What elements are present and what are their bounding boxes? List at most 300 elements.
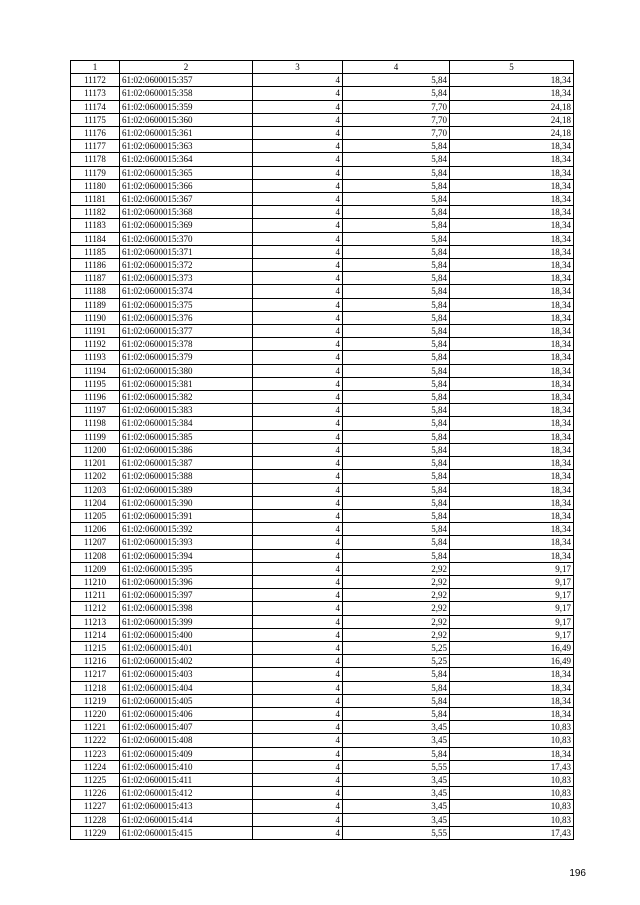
cell-col-3: 4: [253, 206, 343, 219]
cell-col-1: 11200: [71, 443, 120, 456]
cell-col-1: 11220: [71, 707, 120, 720]
cell-col-3: 4: [253, 127, 343, 140]
table-row: [71, 179, 574, 192]
cell-col-4: 2,92: [343, 615, 450, 628]
cell-col-4: 5,84: [343, 259, 450, 272]
cell-col-2: 61:02:0600015:409: [120, 747, 253, 760]
cell-col-4: 3,45: [343, 800, 450, 813]
cell-col-1: 11229: [71, 826, 120, 839]
cell-col-2: 61:02:0600015:406: [120, 707, 253, 720]
cell-col-2: 61:02:0600015:357: [120, 74, 253, 87]
cell-col-5: 18,34: [450, 549, 574, 562]
cell-col-1: 11219: [71, 694, 120, 707]
cell-col-4: 5,25: [343, 655, 450, 668]
cell-col-4: 7,70: [343, 100, 450, 113]
table-row: [71, 272, 574, 285]
cell-col-2: 61:02:0600015:369: [120, 219, 253, 232]
cell-col-1: 11227: [71, 800, 120, 813]
cell-col-5: 18,34: [450, 707, 574, 720]
cell-col-2: 61:02:0600015:375: [120, 298, 253, 311]
table-row: [71, 311, 574, 324]
cell-col-1: 11183: [71, 219, 120, 232]
cell-col-2: 61:02:0600015:384: [120, 417, 253, 430]
cell-col-5: 18,34: [450, 496, 574, 509]
cell-col-4: 5,84: [343, 457, 450, 470]
cell-col-4: 5,84: [343, 153, 450, 166]
cell-col-2: 61:02:0600015:412: [120, 787, 253, 800]
cell-col-4: 2,92: [343, 628, 450, 641]
cell-col-2: 61:02:0600015:414: [120, 813, 253, 826]
table-row: [71, 417, 574, 430]
cell-col-4: 5,84: [343, 483, 450, 496]
table-row: [71, 615, 574, 628]
cell-col-2: 61:02:0600015:402: [120, 655, 253, 668]
table-row: [71, 509, 574, 522]
cell-col-1: 11194: [71, 364, 120, 377]
cell-col-2: 61:02:0600015:408: [120, 734, 253, 747]
cell-col-3: 4: [253, 707, 343, 720]
cell-col-5: 18,34: [450, 430, 574, 443]
cell-col-4: 5,84: [343, 87, 450, 100]
cell-col-5: 18,34: [450, 457, 574, 470]
cell-col-5: 18,34: [450, 285, 574, 298]
cell-col-1: 11202: [71, 470, 120, 483]
cell-col-2: 61:02:0600015:413: [120, 800, 253, 813]
cell-col-5: 18,34: [450, 298, 574, 311]
cell-col-1: 11205: [71, 509, 120, 522]
cell-col-1: 11201: [71, 457, 120, 470]
cell-col-2: 61:02:0600015:373: [120, 272, 253, 285]
cell-col-2: 61:02:0600015:389: [120, 483, 253, 496]
column-header-1: 1: [71, 61, 120, 74]
header-row: [71, 61, 574, 74]
table-row: [71, 734, 574, 747]
table-row: [71, 87, 574, 100]
cell-col-5: 10,83: [450, 813, 574, 826]
cell-col-5: 18,34: [450, 338, 574, 351]
cell-col-2: 61:02:0600015:397: [120, 589, 253, 602]
cell-col-1: 11211: [71, 589, 120, 602]
cell-col-5: 18,34: [450, 523, 574, 536]
table-row: [71, 602, 574, 615]
cell-col-2: 61:02:0600015:374: [120, 285, 253, 298]
cell-col-1: 11215: [71, 641, 120, 654]
cell-col-3: 4: [253, 443, 343, 456]
cell-col-3: 4: [253, 800, 343, 813]
cell-col-2: 61:02:0600015:372: [120, 259, 253, 272]
cell-col-4: 5,84: [343, 443, 450, 456]
cell-col-3: 4: [253, 179, 343, 192]
cell-col-4: 5,84: [343, 298, 450, 311]
cell-col-1: 11228: [71, 813, 120, 826]
cell-col-3: 4: [253, 325, 343, 338]
cell-col-5: 18,34: [450, 87, 574, 100]
cell-col-2: 61:02:0600015:393: [120, 536, 253, 549]
table-row: [71, 232, 574, 245]
cell-col-5: 18,34: [450, 443, 574, 456]
cell-col-2: 61:02:0600015:404: [120, 681, 253, 694]
cell-col-5: 18,34: [450, 470, 574, 483]
cell-col-5: 18,34: [450, 193, 574, 206]
table-row: [71, 391, 574, 404]
cell-col-2: 61:02:0600015:405: [120, 694, 253, 707]
table-row: [71, 100, 574, 113]
table-row: [71, 628, 574, 641]
cell-col-5: 9,17: [450, 575, 574, 588]
cell-col-4: 5,84: [343, 470, 450, 483]
table-row: [71, 760, 574, 773]
table-row: [71, 589, 574, 602]
cell-col-3: 4: [253, 549, 343, 562]
cell-col-3: 4: [253, 787, 343, 800]
table-row: [71, 787, 574, 800]
cell-col-4: 7,70: [343, 113, 450, 126]
table-row: [71, 773, 574, 786]
table-row: [71, 298, 574, 311]
cell-col-2: 61:02:0600015:398: [120, 602, 253, 615]
cell-col-4: 5,84: [343, 338, 450, 351]
cell-col-5: 24,18: [450, 100, 574, 113]
table-row: [71, 707, 574, 720]
table-row: [71, 443, 574, 456]
cell-col-1: 11217: [71, 668, 120, 681]
cell-col-3: 4: [253, 668, 343, 681]
page-number: 196: [569, 868, 586, 879]
table-row: [71, 219, 574, 232]
table-row: [71, 747, 574, 760]
cell-col-4: 5,84: [343, 536, 450, 549]
cell-col-3: 4: [253, 721, 343, 734]
cell-col-4: 3,45: [343, 787, 450, 800]
cell-col-4: 5,84: [343, 351, 450, 364]
cell-col-2: 61:02:0600015:400: [120, 628, 253, 641]
cell-col-2: 61:02:0600015:383: [120, 404, 253, 417]
cell-col-4: 5,84: [343, 285, 450, 298]
cell-col-5: 18,34: [450, 364, 574, 377]
cell-col-3: 4: [253, 285, 343, 298]
cell-col-1: 11190: [71, 311, 120, 324]
cell-col-1: 11218: [71, 681, 120, 694]
cell-col-3: 4: [253, 536, 343, 549]
cell-col-3: 4: [253, 391, 343, 404]
cell-col-5: 18,34: [450, 694, 574, 707]
table-row: [71, 74, 574, 87]
cell-col-5: 18,34: [450, 668, 574, 681]
cell-col-2: 61:02:0600015:377: [120, 325, 253, 338]
cell-col-2: 61:02:0600015:407: [120, 721, 253, 734]
cell-col-3: 4: [253, 615, 343, 628]
cell-col-5: 18,34: [450, 140, 574, 153]
cell-col-1: 11204: [71, 496, 120, 509]
cell-col-4: 3,45: [343, 734, 450, 747]
cell-col-2: 61:02:0600015:388: [120, 470, 253, 483]
cell-col-5: 10,83: [450, 734, 574, 747]
cell-col-5: 18,34: [450, 509, 574, 522]
cell-col-4: 5,84: [343, 681, 450, 694]
cell-col-5: 10,83: [450, 787, 574, 800]
cell-col-5: 9,17: [450, 602, 574, 615]
table-row: [71, 483, 574, 496]
cell-col-5: 18,34: [450, 272, 574, 285]
cell-col-5: 16,49: [450, 641, 574, 654]
cell-col-3: 4: [253, 430, 343, 443]
cell-col-5: 18,34: [450, 351, 574, 364]
cell-col-5: 16,49: [450, 655, 574, 668]
cell-col-5: 10,83: [450, 800, 574, 813]
cell-col-3: 4: [253, 523, 343, 536]
cell-col-1: 11193: [71, 351, 120, 364]
table-row: [71, 206, 574, 219]
cell-col-2: 61:02:0600015:382: [120, 391, 253, 404]
cell-col-4: 5,84: [343, 509, 450, 522]
cell-col-3: 4: [253, 404, 343, 417]
cell-col-5: 18,34: [450, 311, 574, 324]
cell-col-1: 11209: [71, 562, 120, 575]
cell-col-3: 4: [253, 193, 343, 206]
cell-col-3: 4: [253, 813, 343, 826]
cell-col-1: 11188: [71, 285, 120, 298]
cell-col-3: 4: [253, 166, 343, 179]
cell-col-1: 11176: [71, 127, 120, 140]
cell-col-5: 17,43: [450, 826, 574, 839]
table-row: [71, 681, 574, 694]
cell-col-2: 61:02:0600015:387: [120, 457, 253, 470]
cell-col-3: 4: [253, 509, 343, 522]
cell-col-5: 18,34: [450, 681, 574, 694]
cell-col-4: 5,55: [343, 760, 450, 773]
cell-col-5: 18,34: [450, 153, 574, 166]
cell-col-4: 5,84: [343, 496, 450, 509]
cell-col-1: 11178: [71, 153, 120, 166]
table-row: [71, 245, 574, 258]
cell-col-1: 11172: [71, 74, 120, 87]
cell-col-4: 2,92: [343, 562, 450, 575]
cell-col-4: 5,84: [343, 694, 450, 707]
cell-col-4: 2,92: [343, 575, 450, 588]
cell-col-1: 11210: [71, 575, 120, 588]
table-row: [71, 641, 574, 654]
cell-col-5: 18,34: [450, 483, 574, 496]
cell-col-2: 61:02:0600015:381: [120, 377, 253, 390]
cell-col-2: 61:02:0600015:358: [120, 87, 253, 100]
cell-col-2: 61:02:0600015:415: [120, 826, 253, 839]
cell-col-5: 18,34: [450, 206, 574, 219]
cell-col-4: 5,84: [343, 549, 450, 562]
cell-col-3: 4: [253, 219, 343, 232]
cell-col-4: 5,84: [343, 377, 450, 390]
cell-col-3: 4: [253, 562, 343, 575]
cell-col-4: 3,45: [343, 773, 450, 786]
cell-col-4: 3,45: [343, 721, 450, 734]
cell-col-2: 61:02:0600015:379: [120, 351, 253, 364]
cell-col-2: 61:02:0600015:390: [120, 496, 253, 509]
cell-col-2: 61:02:0600015:395: [120, 562, 253, 575]
cell-col-1: 11175: [71, 113, 120, 126]
table-row: [71, 800, 574, 813]
cell-col-4: 2,92: [343, 602, 450, 615]
cell-col-3: 4: [253, 773, 343, 786]
cell-col-4: 2,92: [343, 589, 450, 602]
table-row: [71, 562, 574, 575]
column-header-3: 3: [253, 61, 343, 74]
cell-col-3: 4: [253, 377, 343, 390]
table-row: [71, 536, 574, 549]
cell-col-1: 11226: [71, 787, 120, 800]
column-header-2: 2: [120, 61, 253, 74]
cell-col-1: 11212: [71, 602, 120, 615]
cell-col-4: 5,84: [343, 74, 450, 87]
cell-col-5: 18,34: [450, 232, 574, 245]
cell-col-1: 11179: [71, 166, 120, 179]
cell-col-2: 61:02:0600015:396: [120, 575, 253, 588]
cell-col-4: 5,84: [343, 166, 450, 179]
cell-col-2: 61:02:0600015:399: [120, 615, 253, 628]
cell-col-5: 9,17: [450, 615, 574, 628]
table-header: [71, 61, 574, 74]
cell-col-1: 11224: [71, 760, 120, 773]
cell-col-2: 61:02:0600015:386: [120, 443, 253, 456]
cell-col-2: 61:02:0600015:376: [120, 311, 253, 324]
cell-col-4: 5,84: [343, 430, 450, 443]
table-row: [71, 153, 574, 166]
cell-col-4: 5,84: [343, 193, 450, 206]
table-row: [71, 668, 574, 681]
cell-col-3: 4: [253, 87, 343, 100]
cell-col-2: 61:02:0600015:391: [120, 509, 253, 522]
table-row: [71, 404, 574, 417]
table-row: [71, 377, 574, 390]
cell-col-3: 4: [253, 245, 343, 258]
cell-col-2: 61:02:0600015:392: [120, 523, 253, 536]
cell-col-3: 4: [253, 681, 343, 694]
cell-col-4: 5,84: [343, 747, 450, 760]
cell-col-2: 61:02:0600015:371: [120, 245, 253, 258]
cell-col-1: 11214: [71, 628, 120, 641]
table-row: [71, 351, 574, 364]
cell-col-5: 9,17: [450, 562, 574, 575]
cell-col-3: 4: [253, 153, 343, 166]
cell-col-4: 5,84: [343, 206, 450, 219]
cell-col-4: 5,84: [343, 272, 450, 285]
cell-col-3: 4: [253, 483, 343, 496]
table-row: [71, 113, 574, 126]
cell-col-2: 61:02:0600015:368: [120, 206, 253, 219]
table-row: [71, 721, 574, 734]
table-row: [71, 496, 574, 509]
cell-col-3: 4: [253, 747, 343, 760]
cell-col-5: 18,34: [450, 536, 574, 549]
cell-col-3: 4: [253, 351, 343, 364]
cell-col-4: 5,84: [343, 523, 450, 536]
cell-col-3: 4: [253, 272, 343, 285]
cell-col-4: 5,25: [343, 641, 450, 654]
cell-col-5: 18,34: [450, 74, 574, 87]
cell-col-5: 18,34: [450, 179, 574, 192]
cell-col-1: 11191: [71, 325, 120, 338]
column-header-5: 5: [450, 61, 574, 74]
cell-col-1: 11177: [71, 140, 120, 153]
data-table: [70, 60, 574, 840]
cell-col-2: 61:02:0600015:411: [120, 773, 253, 786]
cell-col-1: 11223: [71, 747, 120, 760]
cell-col-3: 4: [253, 496, 343, 509]
cell-col-1: 11225: [71, 773, 120, 786]
cell-col-2: 61:02:0600015:380: [120, 364, 253, 377]
cell-col-2: 61:02:0600015:385: [120, 430, 253, 443]
cell-col-5: 18,34: [450, 245, 574, 258]
cell-col-5: 18,34: [450, 166, 574, 179]
cell-col-1: 11184: [71, 232, 120, 245]
cell-col-1: 11196: [71, 391, 120, 404]
cell-col-4: 5,84: [343, 179, 450, 192]
table-row: [71, 430, 574, 443]
cell-col-4: 7,70: [343, 127, 450, 140]
cell-col-3: 4: [253, 457, 343, 470]
cell-col-5: 9,17: [450, 589, 574, 602]
cell-col-2: 61:02:0600015:401: [120, 641, 253, 654]
cell-col-5: 18,34: [450, 404, 574, 417]
cell-col-1: 11195: [71, 377, 120, 390]
cell-col-3: 4: [253, 298, 343, 311]
table-row: [71, 364, 574, 377]
cell-col-2: 61:02:0600015:410: [120, 760, 253, 773]
cell-col-4: 5,84: [343, 668, 450, 681]
cell-col-4: 5,84: [343, 391, 450, 404]
cell-col-2: 61:02:0600015:367: [120, 193, 253, 206]
cell-col-5: 18,34: [450, 391, 574, 404]
cell-col-4: 5,84: [343, 325, 450, 338]
cell-col-2: 61:02:0600015:363: [120, 140, 253, 153]
cell-col-1: 11199: [71, 430, 120, 443]
cell-col-5: 18,34: [450, 417, 574, 430]
table-row: [71, 457, 574, 470]
cell-col-3: 4: [253, 628, 343, 641]
cell-col-3: 4: [253, 734, 343, 747]
cell-col-2: 61:02:0600015:370: [120, 232, 253, 245]
cell-col-2: 61:02:0600015:366: [120, 179, 253, 192]
table-row: [71, 193, 574, 206]
table-row: [71, 575, 574, 588]
cell-col-3: 4: [253, 694, 343, 707]
cell-col-4: 5,55: [343, 826, 450, 839]
cell-col-3: 4: [253, 338, 343, 351]
cell-col-1: 11206: [71, 523, 120, 536]
cell-col-5: 18,34: [450, 747, 574, 760]
table-row: [71, 523, 574, 536]
cell-col-3: 4: [253, 826, 343, 839]
cell-col-3: 4: [253, 470, 343, 483]
cell-col-3: 4: [253, 113, 343, 126]
cell-col-4: 5,84: [343, 364, 450, 377]
cell-col-5: 10,83: [450, 773, 574, 786]
cell-col-2: 61:02:0600015:403: [120, 668, 253, 681]
cell-col-1: 11203: [71, 483, 120, 496]
cell-col-1: 11198: [71, 417, 120, 430]
table-row: [71, 325, 574, 338]
cell-col-3: 4: [253, 417, 343, 430]
cell-col-1: 11182: [71, 206, 120, 219]
cell-col-4: 5,84: [343, 404, 450, 417]
cell-col-1: 11186: [71, 259, 120, 272]
table-row: [71, 127, 574, 140]
cell-col-4: 5,84: [343, 232, 450, 245]
cell-col-1: 11185: [71, 245, 120, 258]
cell-col-3: 4: [253, 232, 343, 245]
table-row: [71, 166, 574, 179]
cell-col-5: 9,17: [450, 628, 574, 641]
cell-col-5: 18,34: [450, 219, 574, 232]
cell-col-1: 11213: [71, 615, 120, 628]
